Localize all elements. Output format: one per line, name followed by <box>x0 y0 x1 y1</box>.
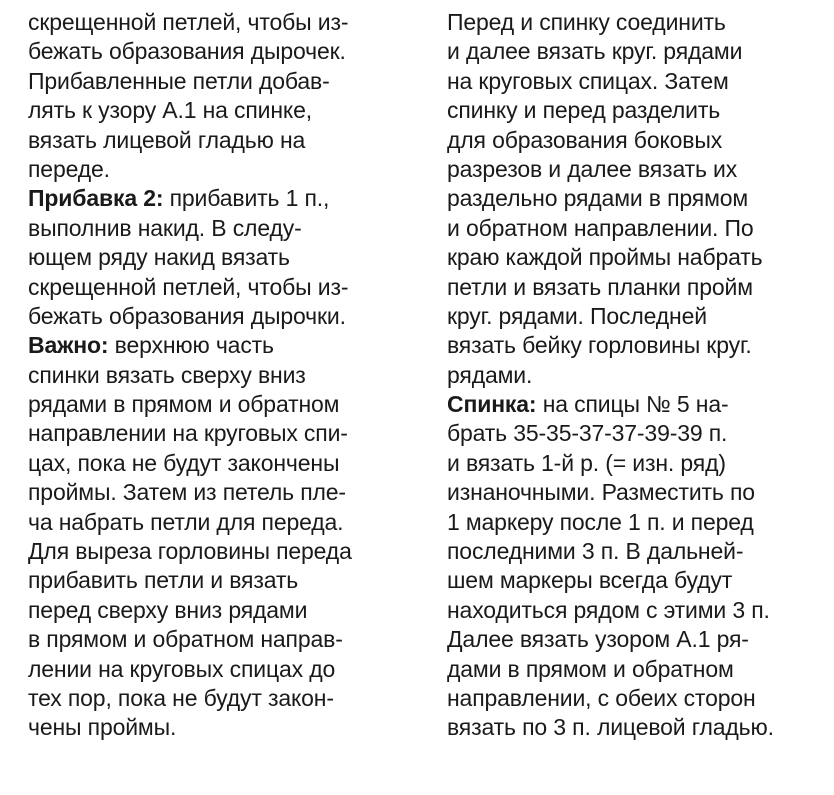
text-line <box>447 655 832 684</box>
line-text: скрещенной петлей, чтобы из- <box>28 9 349 35</box>
text-line <box>447 625 832 654</box>
line-text: вязать бейку горловины круг. <box>447 332 752 359</box>
line-text: находиться рядом с этими 3 п. <box>447 596 770 623</box>
line-text: прибавить 1 п., <box>163 185 330 212</box>
text-line <box>447 566 832 595</box>
line-text: последними 3 п. В дальней- <box>447 538 744 565</box>
line-text: на спицы № 5 на- <box>536 391 729 418</box>
line-text: бежать образования дырочек. <box>28 38 346 65</box>
line-text: выполнив накид. В следу- <box>28 214 302 241</box>
text-line <box>28 8 420 37</box>
line-text: Далее вязать узором А.1 ря- <box>447 626 749 653</box>
text-line <box>447 684 832 713</box>
line-text: верхнюю часть <box>108 332 274 359</box>
line-text: петли и вязать планки пройм <box>447 273 753 300</box>
line-text: рядами. <box>447 361 533 388</box>
text-line <box>447 537 832 566</box>
text-line <box>28 419 420 448</box>
line-text: вязать по 3 п. лицевой гладью. <box>447 714 774 741</box>
line-text: и далее вязать круг. рядами <box>447 38 743 65</box>
line-text: краю каждой проймы набрать <box>447 244 763 271</box>
line-text: рядами в прямом и обратном <box>28 391 340 418</box>
line-text: раздельно рядами в прямом <box>447 185 749 212</box>
text-line <box>28 655 420 684</box>
line-text: чены проймы. <box>28 714 177 741</box>
text-line <box>447 8 832 37</box>
line-text: разрезов и далее вязать их <box>447 155 738 182</box>
text-line <box>28 684 420 713</box>
line-text: перед сверху вниз рядами <box>28 596 308 623</box>
text-line <box>447 361 832 390</box>
line-text: спинку и перед разделить <box>447 97 721 124</box>
line-text: направлении, с обеих сторон <box>447 684 756 711</box>
text-line <box>28 537 420 566</box>
line-text: тех пор, пока не будут закон- <box>28 684 334 711</box>
text-line <box>447 449 832 478</box>
line-text: изнаночными. Разместить по <box>447 479 755 506</box>
line-text: дами в прямом и обратном <box>447 655 734 682</box>
line-text: скрещенной петлей, чтобы из- <box>28 273 349 300</box>
text-line <box>28 713 420 742</box>
line-text: лении на круговых спицах до <box>28 655 336 682</box>
text-line <box>447 67 832 96</box>
text-line <box>447 331 832 360</box>
line-text: для образования боковых <box>447 126 723 153</box>
text-line <box>28 214 420 243</box>
line-text: ющем ряду накид вязать <box>28 244 290 271</box>
text-line <box>28 67 420 96</box>
text-line <box>447 126 832 155</box>
text-line <box>28 184 420 213</box>
section-heading: Прибавка 2: <box>28 185 164 212</box>
line-text: брать 35-35-37-37-39-39 п. <box>447 420 728 447</box>
text-line <box>447 96 832 125</box>
line-text: Прибавленные петли добав- <box>28 67 330 94</box>
text-line <box>28 155 420 184</box>
line-text: и вязать 1-й р. (= изн. ряд) <box>447 449 726 476</box>
line-text: направлении на круговых спи- <box>28 420 348 447</box>
section-heading: Важно: <box>28 332 109 359</box>
text-line <box>28 126 420 155</box>
line-text: 1 маркеру после 1 п. и перед <box>447 508 754 535</box>
line-text: вязать лицевой гладью на <box>28 126 306 153</box>
left-text-column <box>28 8 420 743</box>
text-line <box>447 37 832 66</box>
line-text: Для выреза горловины переда <box>28 538 352 565</box>
line-text: Перед и спинку соединить <box>447 9 726 35</box>
text-line <box>447 508 832 537</box>
line-text: шем маркеры всегда будут <box>447 567 733 594</box>
text-line <box>447 713 832 742</box>
line-text: на круговых спицах. Затем <box>447 67 729 94</box>
line-text: цах, пока не будут закончены <box>28 449 340 476</box>
section-heading: Спинка: <box>447 391 537 418</box>
text-line <box>447 302 832 331</box>
right-text-column <box>447 8 832 743</box>
line-text: круг. рядами. Последней <box>447 302 707 329</box>
text-line <box>447 273 832 302</box>
text-line <box>28 302 420 331</box>
text-line <box>28 390 420 419</box>
text-line <box>28 361 420 390</box>
line-text: прибавить петли и вязать <box>28 567 299 594</box>
line-text: и обратном направлении. По <box>447 214 754 241</box>
text-line <box>28 625 420 654</box>
line-text: в прямом и обратном направ- <box>28 626 343 653</box>
line-text: спинки вязать сверху вниз <box>28 361 306 388</box>
text-line <box>447 184 832 213</box>
line-text: проймы. Затем из петель пле- <box>28 479 346 506</box>
text-line <box>28 566 420 595</box>
text-line <box>28 96 420 125</box>
text-line <box>28 596 420 625</box>
text-line <box>28 37 420 66</box>
text-line <box>28 478 420 507</box>
text-line <box>447 214 832 243</box>
line-text: переде. <box>28 155 110 182</box>
text-line <box>28 508 420 537</box>
text-line <box>447 390 832 419</box>
text-line <box>447 419 832 448</box>
text-line <box>28 449 420 478</box>
text-line <box>447 155 832 184</box>
text-line <box>447 596 832 625</box>
line-text: ча набрать петли для переда. <box>28 508 344 535</box>
line-text: бежать образования дырочки. <box>28 302 346 329</box>
text-line <box>28 273 420 302</box>
text-line <box>28 243 420 272</box>
text-line <box>447 478 832 507</box>
text-line <box>28 331 420 360</box>
text-line <box>447 243 832 272</box>
line-text: лять к узору А.1 на спинке, <box>28 97 312 124</box>
